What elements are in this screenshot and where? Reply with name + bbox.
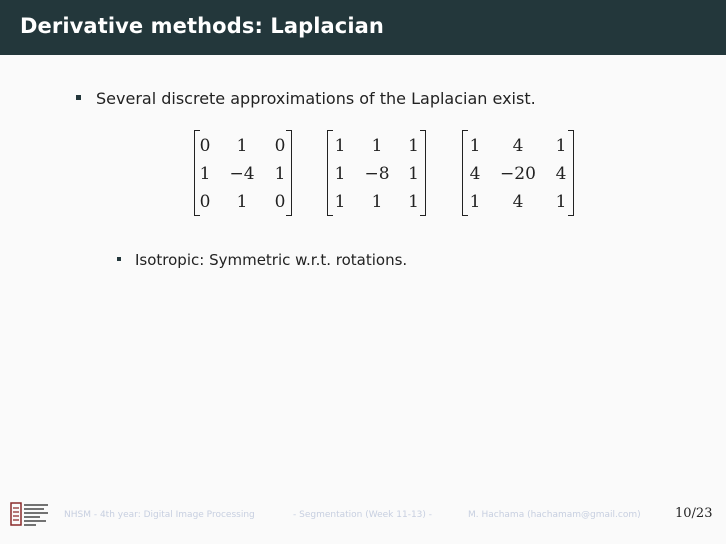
matrix-cell: 1 [334,192,346,212]
matrix-cell: 4 [512,192,524,212]
matrix-cell: 1 [408,136,419,156]
matrix-cell: 4 [555,164,567,184]
matrix-cell: 1 [334,164,346,184]
matrix-grid [462,132,574,216]
matrix-cell: 4 [469,164,481,184]
matrix-cell: 1 [199,164,211,184]
matrix-cell: 1 [469,136,481,156]
bullet-text: Isotropic: Symmetric w.r.t. rotations. [135,251,408,269]
footer-course: NHSM - 4th year: Digital Image Processing [64,510,255,520]
title-bar [0,0,726,55]
page-number: 10/23 [675,506,713,521]
bullet-item-2 [117,251,407,269]
matrix-cell: 1 [236,136,248,156]
matrix-cell: 1 [334,136,346,156]
matrix-cell: 1 [408,192,419,212]
matrix-cell: −8 [364,164,390,184]
matrix-cell: 0 [274,192,286,212]
matrix-cell: 1 [274,164,286,184]
matrix-grid [327,132,426,216]
matrix-cell: 4 [512,136,524,156]
matrix-cell: 1 [408,164,419,184]
bullet-text: Several discrete approximations of the Laplacian exist. [96,89,536,108]
laplacian-matrix-2 [327,130,426,216]
bullet-item-1 [76,89,536,108]
matrix-cell: 0 [274,136,286,156]
bullet-square-icon [76,95,81,100]
matrix-cell: −4 [229,164,255,184]
matrix-cell: 1 [555,192,567,212]
slide-title: Derivative methods: Laplacian [20,14,384,38]
laplacian-matrix-1 [194,130,292,216]
matrix-cell: 1 [371,192,383,212]
matrix-cell: 1 [371,136,383,156]
footer-section: - Segmentation (Week 11-13) - [293,510,433,520]
footer-author: M. Hachama (hachamam@gmail.com) [468,510,641,520]
slide-footer [0,500,726,530]
matrix-cell: 1 [236,192,248,212]
matrix-cell: 1 [469,192,481,212]
institution-logo-icon [10,500,50,528]
matrix-cell: 1 [555,136,567,156]
matrix-grid [194,132,292,216]
bullet-square-icon [117,257,121,261]
laplacian-matrix-3 [462,130,574,216]
matrix-cell: 0 [199,136,211,156]
matrix-cell: −20 [500,164,536,184]
matrix-cell: 0 [199,192,211,212]
